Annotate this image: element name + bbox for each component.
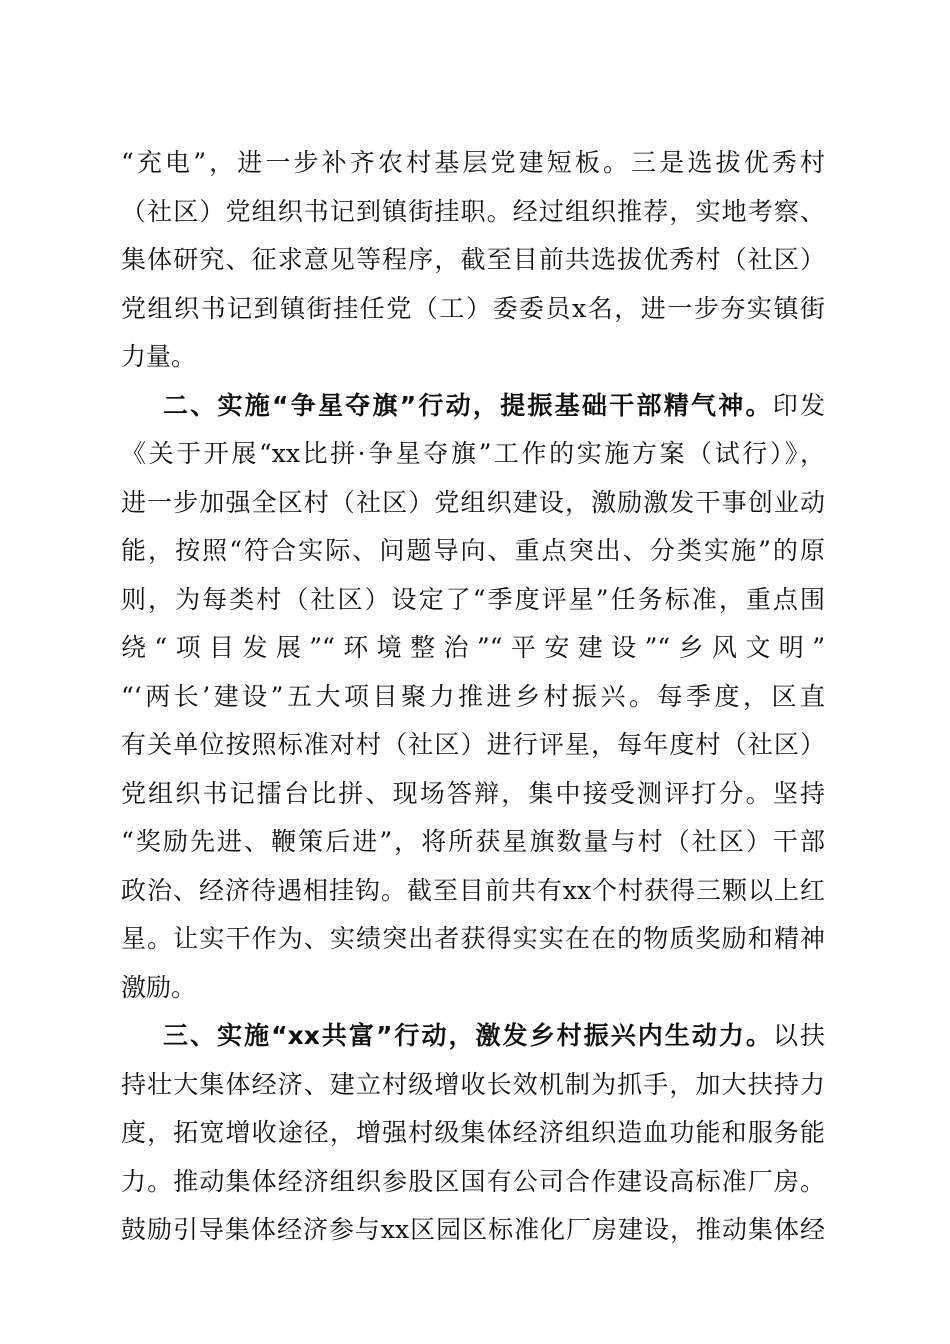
text-line: 绕“项目发展”“环境整治”“平安建设”“乡风文明” [121, 633, 825, 662]
paragraph-3 [121, 1012, 825, 1255]
text-line: 星。让实干作为、实绩突出者获得实实在在的物质奖励和精神 [121, 924, 825, 953]
text-line: 激励。 [121, 972, 197, 1002]
text-line: 进一步加强全区村（社区）党组织建设，激励激发干事创业动 [121, 487, 825, 517]
text-line: 持壮大集体经济、建立村级增收长效机制为抓手，加大扶持力 [121, 1069, 825, 1099]
text-line: 则，为每类村（社区）设定了“季度评星”任务标准，重点围 [121, 584, 825, 614]
paragraph-2-first-line [121, 382, 825, 431]
paragraph-1 [121, 139, 825, 382]
text-line: 政治、经济待遇相挂钩。截至目前共有xx个村获得三颗以上红 [121, 875, 825, 905]
text-line: “奖励先进、鞭策后进”，将所获星旗数量与村（社区）干部 [121, 827, 825, 856]
paragraph-3-first-line [121, 1012, 825, 1061]
text-line: 力量。 [121, 342, 197, 371]
text-line: “充电”，进一步补齐农村基层党建短板。三是选拔优秀村 [121, 148, 825, 177]
text-line: 《关于开展“xx比拼·争星夺旗”工作的实施方案（试行）》， [121, 439, 825, 468]
paragraph-2 [121, 382, 825, 1013]
text-line: 党组织书记擂台比拼、现场答辩，集中接受测评打分。坚持 [121, 778, 825, 808]
text-run: 以扶 [772, 1021, 825, 1050]
text-line: 有关单位按照标准对村（社区）进行评星，每年度村（社区） [121, 730, 825, 759]
text-line: 集体研究、征求意见等程序，截至目前共选拔优秀村（社区） [121, 245, 825, 274]
section-heading-2: 二、实施“争星夺旗”行动，提振基础干部精气神。 [163, 390, 773, 420]
text-run: 印发 [772, 390, 825, 420]
document-body [121, 139, 825, 1255]
text-line: 度，拓宽增收途径，增强村级集体经济组织造血功能和服务能 [121, 1118, 825, 1147]
text-line: 鼓励引导集体经济参与xx区园区标准化厂房建设，推动集体经 [121, 1215, 825, 1244]
text-line: （社区）党组织书记到镇街挂职。经过组织推荐，实地考察、 [121, 196, 825, 226]
text-line: 力。推动集体经济组织参股区国有公司合作建设高标准厂房。 [121, 1166, 825, 1196]
text-line: “‘两长’建设”五大项目聚力推进乡村振兴。每季度，区直 [121, 681, 825, 711]
text-line: 能，按照“符合实际、问题导向、重点突出、分类实施”的原 [121, 536, 825, 565]
section-heading-3: 三、实施“xx共富”行动，激发乡村振兴内生动力。 [163, 1021, 773, 1050]
text-line: 党组织书记到镇街挂任党（工）委委员x名，进一步夯实镇街 [121, 293, 825, 323]
